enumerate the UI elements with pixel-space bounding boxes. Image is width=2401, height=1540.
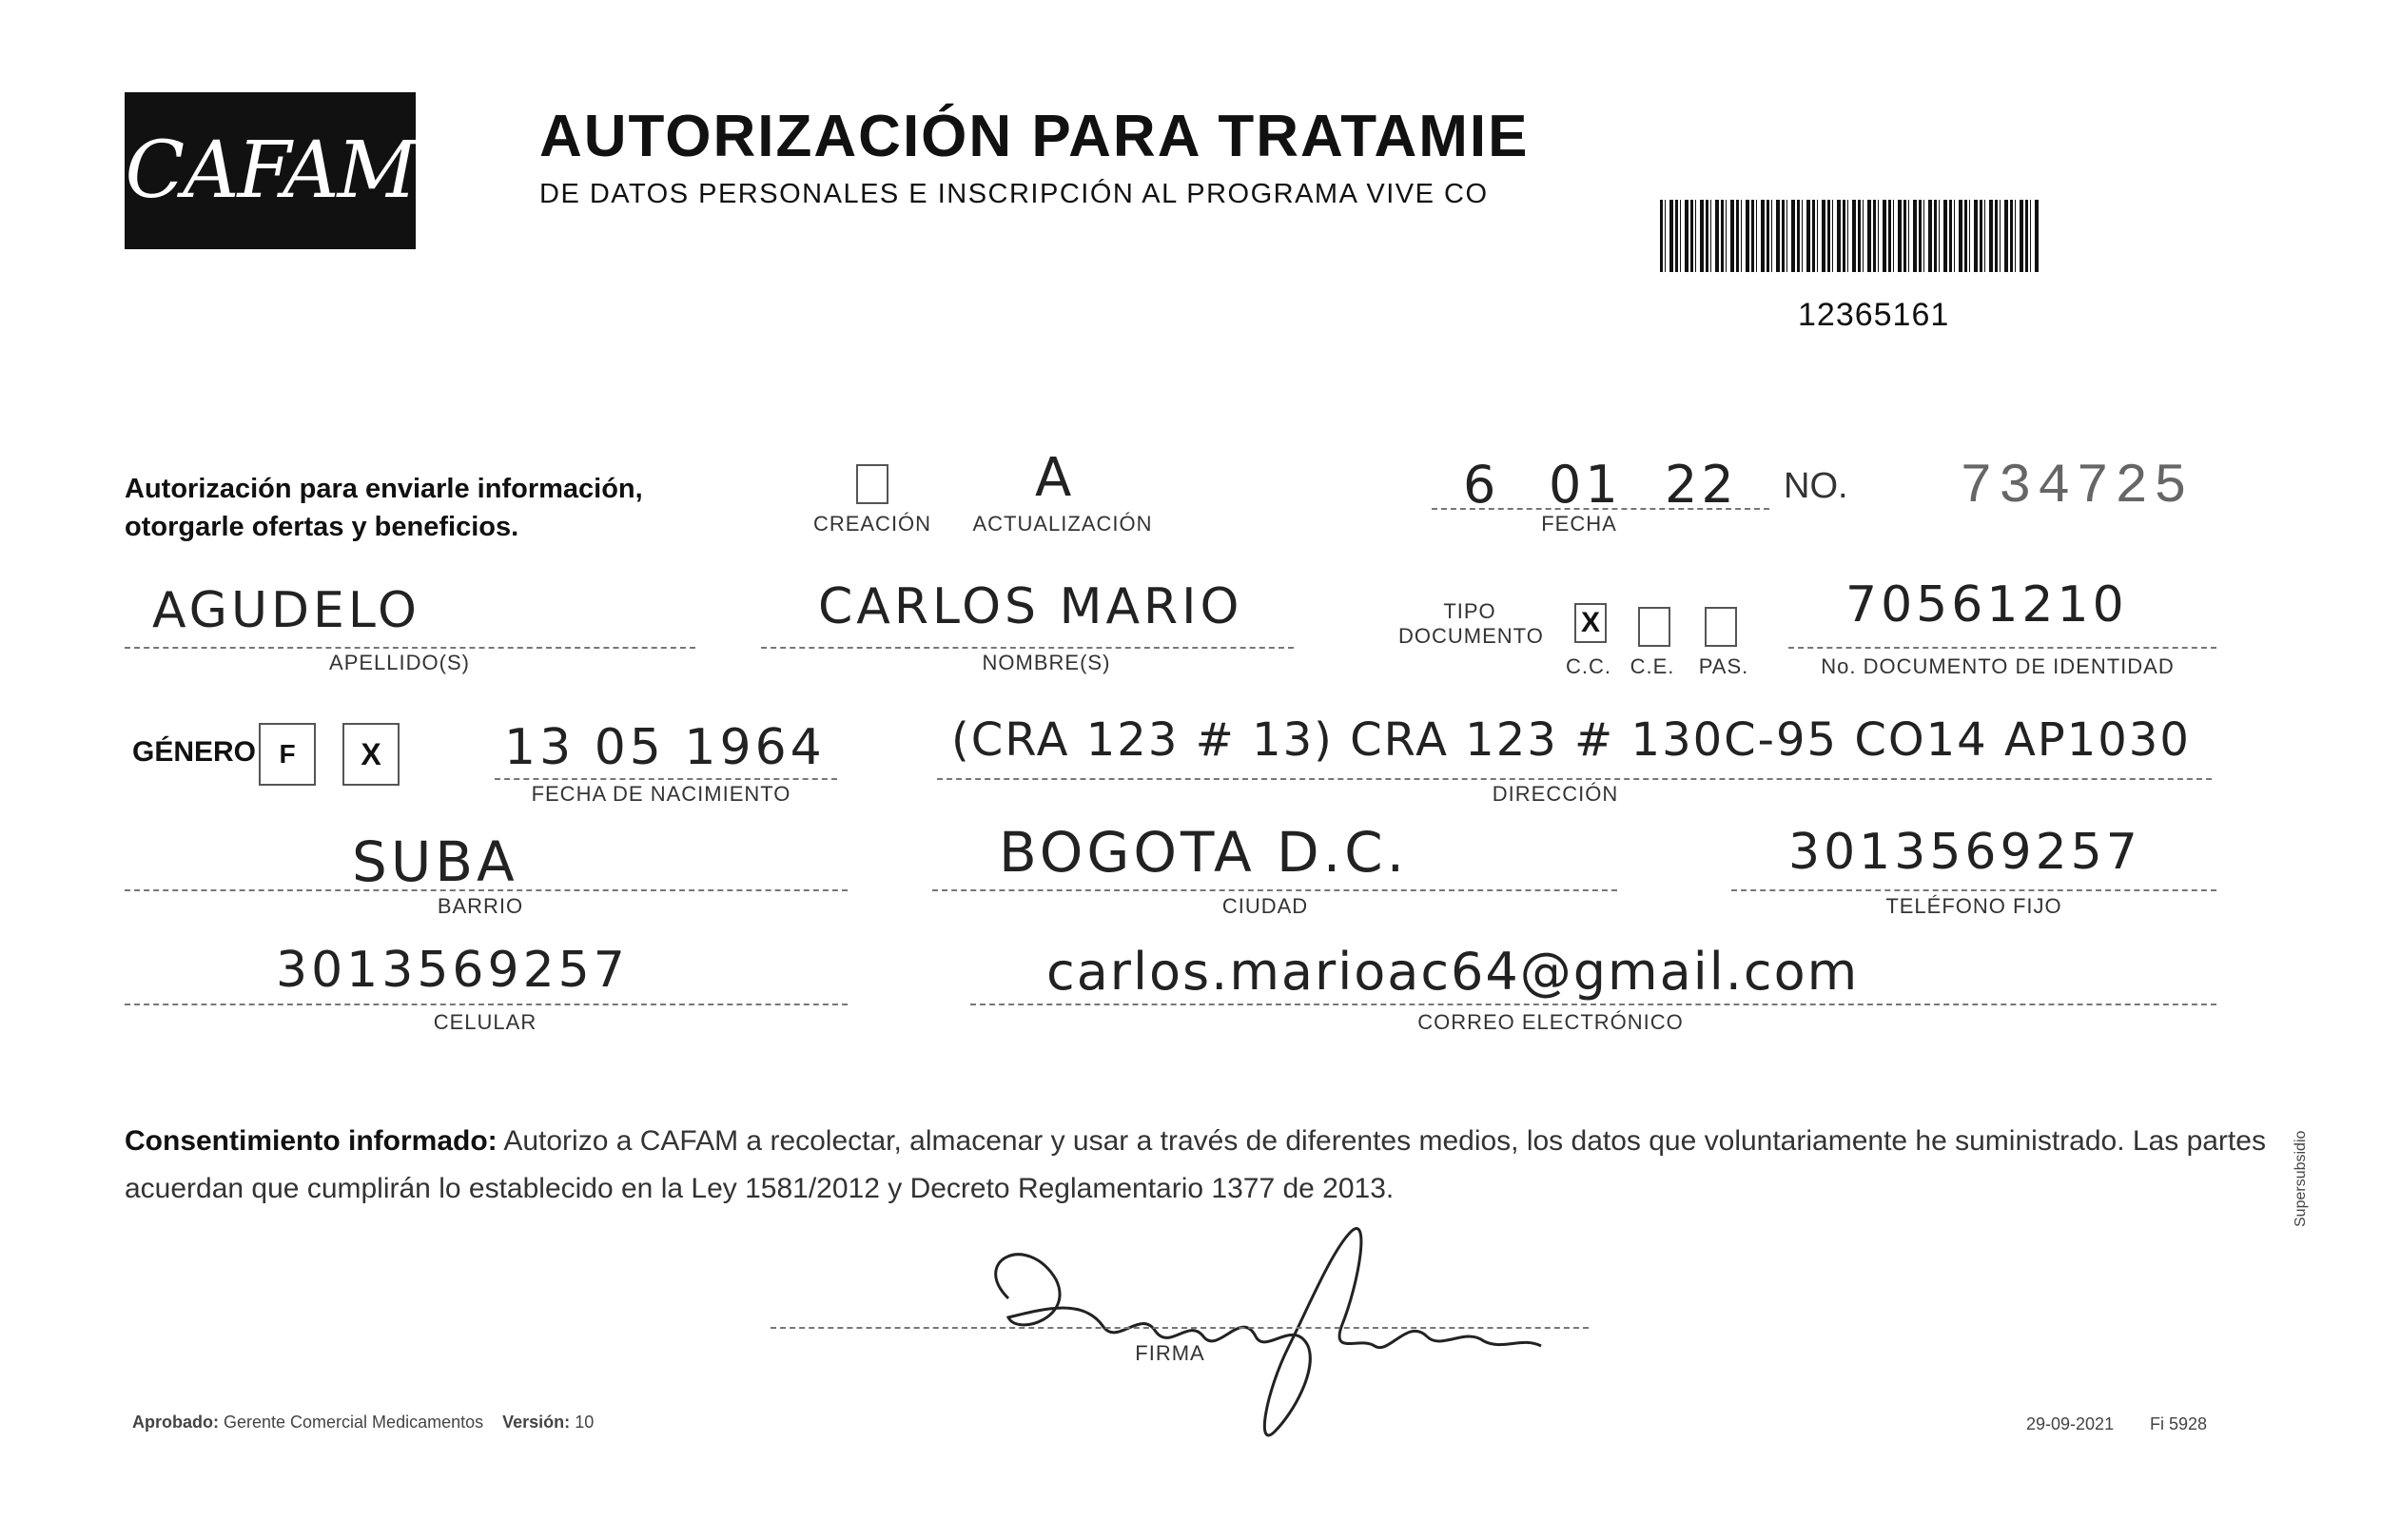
email-line <box>970 1004 2216 1005</box>
celular-line <box>125 1004 848 1005</box>
barrio-label: BARRIO <box>437 894 524 918</box>
apellidos-line <box>125 647 695 649</box>
barrio-line <box>125 889 848 891</box>
aprobado-label: Aprobado: <box>132 1413 219 1432</box>
m-mark: X <box>361 737 381 771</box>
cafam-logo <box>125 92 416 249</box>
ciudad-line <box>932 889 1617 891</box>
consent-text: Autorizo a CAFAM a recolectar, almacenar y usar a través de diferentes medios, los datos que voluntariamente he suministrado. Las partes acuerdan que cumplirán lo establecido en la Ley 1581/2012 y Decreto Reglamentario 1377 de 2013. <box>125 1125 2266 1204</box>
ce-checkbox[interactable] <box>1638 607 1670 647</box>
m-checkbox[interactable] <box>342 723 400 786</box>
telefono-value: 3013569257 <box>1788 824 2141 881</box>
doc-number: 70561210 <box>1845 576 2128 634</box>
doc-number-line <box>1788 647 2216 649</box>
apellidos-value: AGUDELO <box>152 582 420 639</box>
fecha-label: FECHA <box>1541 512 1617 536</box>
footer-code: Fi 5928 <box>2150 1414 2208 1433</box>
date-month: 01 <box>1549 455 1622 515</box>
f-label: F <box>279 739 296 769</box>
telefono-line <box>1731 889 2216 891</box>
email-value: carlos.marioac64@gmail.com <box>1046 942 1860 1002</box>
birth-date: 13 05 1964 <box>504 719 826 776</box>
firma-label: FIRMA <box>1135 1341 1205 1365</box>
no-label: NO. <box>1784 466 1848 506</box>
authorization-text-line2: otorgarle ofertas y beneficios. <box>125 512 519 542</box>
f-checkbox[interactable] <box>259 723 316 786</box>
tipo-label: TIPO <box>1443 599 1496 623</box>
pas-label: PAS. <box>1698 654 1749 678</box>
nombres-value: CARLOS MARIO <box>818 578 1243 635</box>
barcode-number: 12365161 <box>1798 297 1950 333</box>
form-title: AUTORIZACIÓN PARA TRATAMIE <box>539 104 1530 169</box>
cc-checkbox[interactable]: X <box>1574 603 1607 643</box>
celular-label: CELULAR <box>433 1010 537 1034</box>
celular-value: 3013569257 <box>276 942 629 999</box>
ciudad-label: CIUDAD <box>1221 894 1309 918</box>
telefono-label: TELÉFONO FIJO <box>1885 894 2062 918</box>
footer-approval <box>132 1413 594 1433</box>
date-line <box>1432 508 1769 510</box>
logo-text: CAFAM <box>125 126 416 216</box>
aprobado-value: Gerente Comercial Medicamentos <box>224 1413 484 1432</box>
barcode <box>1660 200 2040 272</box>
address-label: DIRECCIÓN <box>1492 782 1619 806</box>
form-subtitle: DE DATOS PERSONALES E INSCRIPCIÓN AL PROGRAMA VIVE CO <box>539 179 1489 209</box>
footer-date: 29-09-2021 <box>2026 1414 2115 1433</box>
documento-label: DOCUMENTO <box>1398 624 1544 648</box>
doc-number-label: No. DOCUMENTO DE IDENTIDAD <box>1821 654 2175 678</box>
signature-line <box>771 1327 1589 1329</box>
birth-line <box>495 778 837 780</box>
creacion-label: CREACIÓN <box>812 512 932 536</box>
ciudad-value: BOGOTA D.C. <box>999 820 1409 885</box>
address-value: (CRA 123 # 13) CRA 123 # 130C-95 CO14 AP1030 <box>951 713 2191 767</box>
nombres-label: NOMBRE(S) <box>982 651 1111 674</box>
genero-label: GÉNERO <box>132 736 257 768</box>
authorization-text <box>125 470 643 546</box>
nombres-line <box>761 647 1294 649</box>
email-label: CORREO ELECTRÓNICO <box>1417 1010 1684 1034</box>
authorization-text-line1: Autorización para enviarle información, <box>125 474 643 504</box>
consent-heading: Consentimiento informado: <box>125 1125 498 1157</box>
birth-label: FECHA DE NACIMIENTO <box>531 782 791 806</box>
ce-label: C.E. <box>1630 654 1675 678</box>
barrio-value: SUBA <box>352 829 518 894</box>
supersubsidio-side-text: Supersubsidio <box>2293 1130 2309 1227</box>
pas-checkbox[interactable] <box>1705 607 1737 647</box>
cc-label: C.C. <box>1566 654 1611 678</box>
handwritten-signature <box>951 1194 1598 1451</box>
address-line <box>937 778 2212 780</box>
version-label: Versión: <box>502 1413 571 1432</box>
creacion-checkbox[interactable] <box>856 464 888 504</box>
version-value: 10 <box>575 1413 595 1432</box>
date-day: 6 <box>1463 455 1500 515</box>
actualizacion-mark: A <box>1035 447 1076 509</box>
date-year: 22 <box>1665 455 1738 515</box>
actualizacion-label: ACTUALIZACIÓN <box>972 512 1153 536</box>
no-value: 734725 <box>1960 457 2193 518</box>
apellidos-label: APELLIDO(S) <box>329 651 470 674</box>
